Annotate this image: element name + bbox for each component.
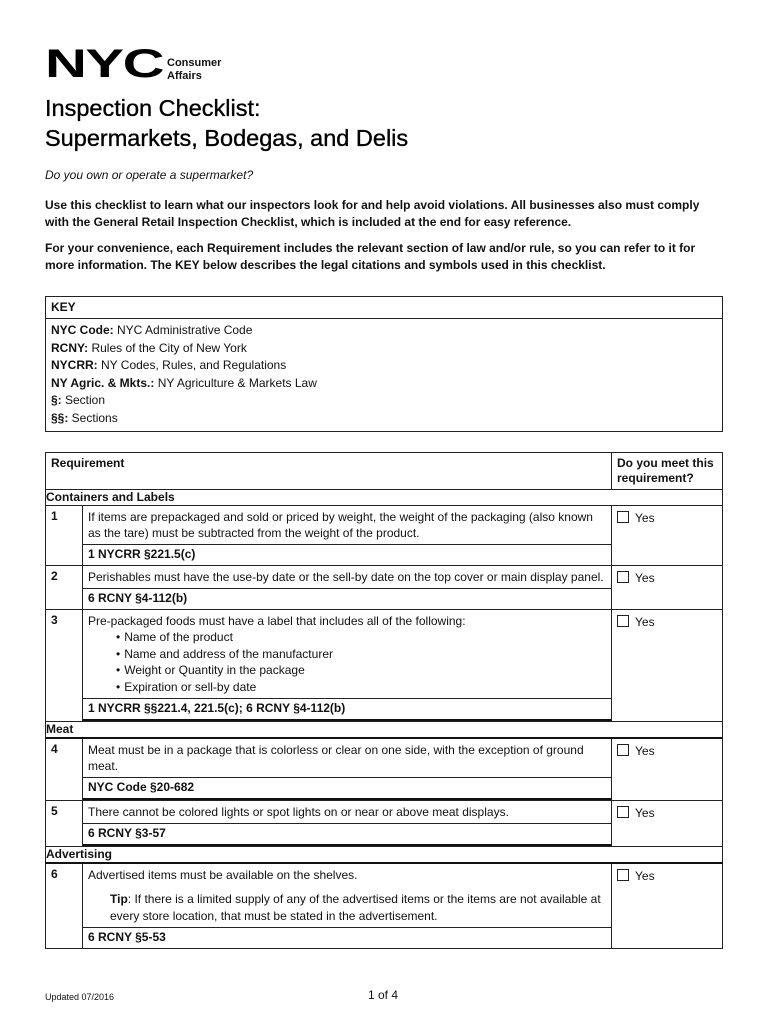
tip-text: : If there is a limited supply of any of the advertised items or the items are not available at every store location, that must be stated in the advertisement. [110, 892, 601, 923]
requirement-cell [83, 738, 612, 801]
table-header-row [46, 453, 723, 490]
page-number: 1 of 4 [368, 988, 399, 1002]
requirement-citation: 1 NYCRR §§221.4, 221.5(c); 6 RCNY §4-112(b) [83, 698, 611, 721]
key-term: RCNY: [51, 340, 89, 355]
requirement-citation: NYC Code §20-682 [83, 777, 611, 800]
yes-label: Yes [635, 806, 655, 820]
intro-paragraph-2: For your convenience, each Requirement includes the relevant section of law and/or rule, so you can refer to it for more information. The KEY below describes the legal citations and symbols used in this checklist. [45, 241, 696, 272]
checkbox[interactable] [617, 869, 629, 881]
section-row-containers [46, 490, 723, 506]
requirement-cell [83, 863, 612, 949]
key-box [45, 296, 723, 432]
requirement-cell [83, 801, 612, 847]
yes-label: Yes [635, 744, 655, 758]
requirement-text: Pre-packaged foods must have a label that includes all of the following: [88, 614, 466, 628]
requirement-cell [83, 566, 612, 610]
requirement-number: 4 [46, 738, 83, 801]
tip-note [83, 886, 611, 927]
nyc-consumer-affairs-logo [45, 42, 222, 86]
requirement-citation: 6 RCNY §3-57 [83, 823, 611, 846]
yes-checkbox-cell[interactable] [612, 566, 723, 610]
key-definition: NYC Administrative Code [113, 323, 253, 337]
key-term: NY Agric. & Mkts.: [51, 375, 155, 390]
yes-checkbox-cell[interactable] [612, 801, 723, 847]
yes-checkbox-cell[interactable] [612, 863, 723, 949]
key-entry [51, 375, 717, 393]
intro-paragraph-1: Use this checklist to learn what our inspectors look for and help avoid violations. All businesses also must comply with the General Retail Inspection Checklist, which is included at the end for easy reference. [45, 198, 700, 229]
page-title-line2: Supermarkets, Bodegas, and Delis [45, 125, 409, 151]
checkbox[interactable] [617, 615, 629, 627]
requirement-description [83, 610, 611, 698]
key-entry [51, 392, 717, 410]
agency-name [167, 57, 221, 83]
key-definition: Section [61, 393, 106, 407]
requirement-number: 3 [46, 610, 83, 722]
requirement-text: Meat must be in a package that is colorless or clear on one side, with the exception of ground meat. [88, 743, 584, 773]
table-row [46, 506, 723, 566]
key-heading: KEY [46, 297, 722, 319]
table-row [46, 801, 723, 847]
checkbox[interactable] [617, 571, 629, 583]
section-title: Containers and Labels [46, 490, 723, 506]
tip-label: Tip [110, 892, 128, 906]
requirement-number: 2 [46, 566, 83, 610]
key-term: §§: [51, 410, 69, 425]
nyc-logo-mark: NYC [45, 42, 164, 86]
section-row-meat [46, 722, 723, 739]
yes-checkbox-cell[interactable] [612, 738, 723, 801]
checkbox[interactable] [617, 511, 629, 523]
key-term: NYC Code: [51, 323, 114, 337]
section-title: Advertising [46, 847, 723, 864]
key-entry [51, 410, 717, 428]
requirement-citation: 6 RCNY §4-112(b) [83, 588, 611, 609]
requirement-text: Perishables must have the use-by date or the sell-by date on the top cover or main display panel. [88, 570, 604, 584]
key-entry [51, 357, 717, 375]
yes-label: Yes [635, 571, 655, 585]
requirement-number: 1 [46, 506, 83, 566]
section-row-advertising [46, 847, 723, 864]
key-term: §: [51, 393, 62, 407]
requirement-citation: 6 RCNY §5-53 [83, 927, 611, 948]
list-item: • Name and address of the manufacturer [116, 646, 606, 663]
requirement-cell [83, 610, 612, 722]
page-title [45, 93, 408, 153]
requirement-number: 5 [46, 801, 83, 847]
list-item: • Name of the product [116, 629, 606, 646]
checkbox[interactable] [617, 744, 629, 756]
key-entries [46, 319, 722, 431]
requirement-text: Advertised items must be available on the shelves. [88, 868, 358, 882]
requirement-text: If items are prepackaged and sold or priced by weight, the weight of the packaging (also known as the tare) must be subtracted from the weight of the product. [88, 510, 593, 540]
intro-question: Do you own or operate a supermarket? [45, 168, 254, 182]
table-row [46, 610, 723, 722]
requirement-citation: 1 NYCRR §221.5(c) [83, 544, 611, 565]
key-definition: Sections [68, 410, 118, 425]
list-item: • Expiration or sell-by date [116, 679, 606, 696]
section-title: Meat [46, 722, 723, 739]
list-item: • Weight or Quantity in the package [116, 662, 606, 679]
requirement-number: 6 [46, 863, 83, 949]
yes-label: Yes [635, 869, 655, 883]
page-title-line1: Inspection Checklist: [45, 95, 261, 121]
key-term: NYCRR: [51, 358, 98, 372]
table-row [46, 566, 723, 610]
requirement-cell [83, 506, 612, 566]
yes-checkbox-cell[interactable] [612, 610, 723, 722]
key-definition: NY Agriculture & Markets Law [154, 375, 317, 390]
requirements-table [45, 452, 723, 949]
agency-name-line2: Affairs [167, 70, 202, 82]
key-entry [51, 322, 717, 340]
table-row [46, 738, 723, 801]
requirement-text: There cannot be colored lights or spot lights on or near or above meat displays. [88, 805, 509, 819]
key-definition: NY Codes, Rules, and Regulations [97, 358, 287, 372]
agency-name-line1: Consumer [167, 57, 222, 69]
tip-body [110, 892, 601, 923]
meet-column-header: Do you meet this requirement? [612, 453, 723, 490]
updated-date: Updated 07/2016 [45, 992, 115, 1002]
requirement-column-header: Requirement [46, 453, 612, 490]
yes-label: Yes [635, 615, 655, 629]
yes-checkbox-cell[interactable] [612, 506, 723, 566]
key-definition: Rules of the City of New York [88, 340, 247, 355]
bullet-list [88, 629, 606, 695]
table-row [46, 863, 723, 949]
yes-label: Yes [635, 511, 655, 525]
key-entry [51, 340, 717, 358]
checkbox[interactable] [617, 806, 629, 818]
